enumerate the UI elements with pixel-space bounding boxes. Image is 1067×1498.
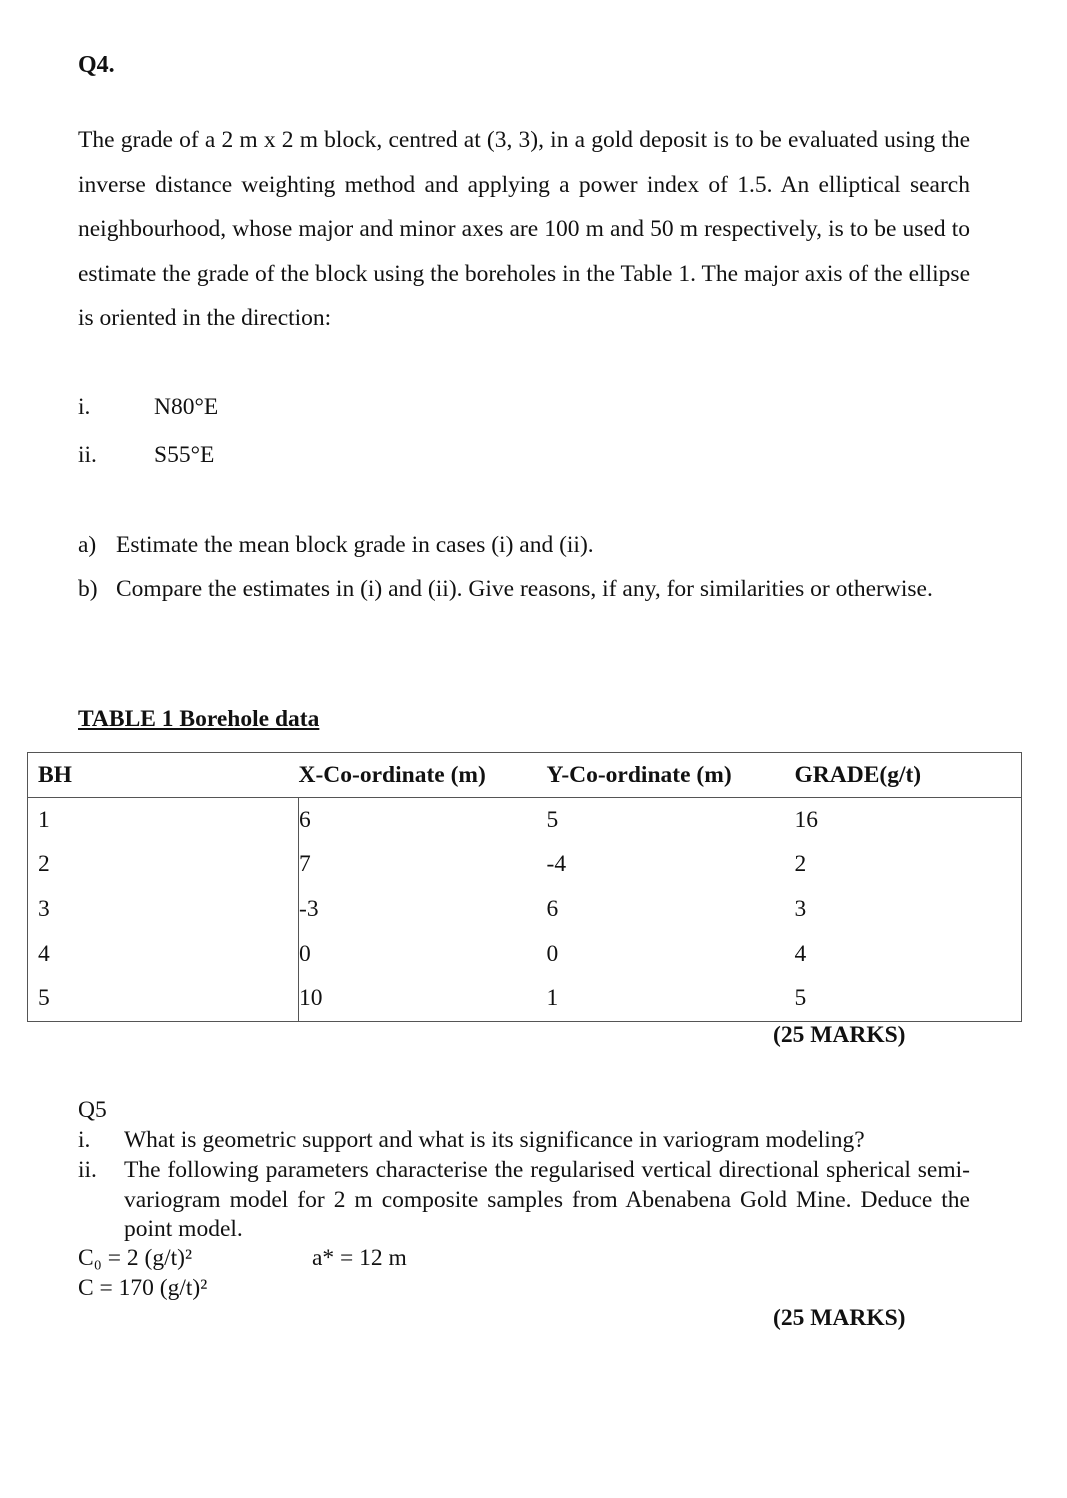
direction-number: ii.	[78, 442, 97, 468]
q5-item-1	[78, 1126, 970, 1156]
cell-y: -4	[546, 851, 567, 878]
direction-item-1	[78, 394, 378, 424]
table-title: TABLE 1 Borehole data	[78, 706, 320, 732]
cell-y: 1	[546, 985, 559, 1012]
question-letter: a)	[78, 532, 97, 558]
cell-x: -3	[299, 895, 319, 922]
cell-x: 7	[299, 851, 311, 878]
table-row	[28, 843, 1022, 888]
table-row	[28, 976, 1022, 1021]
header-grade: GRADE(g/t)	[795, 753, 1022, 798]
cell-bh: 3	[28, 887, 299, 932]
question-4-marks: (25 MARKS)	[773, 1022, 906, 1048]
question-text: Estimate the mean block grade in cases (i) and (ii).	[116, 532, 594, 558]
param-a: a* = 12 m	[312, 1245, 407, 1271]
question-text: Compare the estimates in (i) and (ii). Give reasons, if any, for similarities or otherwise.	[116, 576, 933, 602]
cell-y: 6	[546, 895, 559, 922]
cell-grade: 3	[794, 895, 807, 922]
cell-x: 10	[299, 985, 323, 1012]
question-item-b	[78, 567, 970, 657]
direction-item-2	[78, 442, 378, 472]
cell-grade: 4	[794, 940, 807, 967]
borehole-table	[27, 752, 1022, 1022]
cell-y: 5	[546, 806, 559, 833]
question-5-title: Q5	[78, 1097, 107, 1123]
q5-item-number: ii.	[78, 1157, 97, 1183]
header-bh: BH	[28, 753, 299, 798]
cell-bh: 2	[28, 843, 299, 888]
cell-bh: 4	[28, 932, 299, 977]
question-item-a	[78, 523, 970, 568]
param-c: C = 170 (g/t)²	[78, 1275, 208, 1301]
cell-bh: 5	[28, 976, 299, 1021]
table-row	[28, 887, 1022, 932]
q5-item-text: What is geometric support and what is its significance in variogram modeling?	[124, 1127, 865, 1153]
direction-number: i.	[78, 394, 91, 420]
cell-grade: 5	[794, 985, 807, 1012]
table-header-row	[28, 753, 1022, 798]
cell-grade: 2	[794, 851, 807, 878]
header-y: Y-Co-ordinate (m)	[547, 753, 795, 798]
q5-item-number: i.	[78, 1127, 91, 1153]
param-c0: C₀ = 2 (g/t)²	[78, 1245, 193, 1271]
direction-value: S55°E	[154, 442, 215, 468]
direction-value: N80°E	[154, 394, 219, 420]
cell-x: 0	[299, 940, 311, 967]
header-x: X-Co-ordinate (m)	[299, 753, 547, 798]
cell-bh: 1	[28, 798, 299, 843]
question-4-title: Q4.	[78, 52, 115, 78]
question-4-paragraph: The grade of a 2 m x 2 m block, centred at (3, 3), in a gold deposit is to be evaluated using the inverse distance weighting method and applying a power index of 1.5. An elliptical search neighbourhood, whose major and minor axes are 100 m and 50 m respectively, is to be used to estimate the grade of the block using the boreholes in the Table 1. The major axis of the ellipse is oriented in the direction:	[78, 127, 970, 331]
cell-y: 0	[546, 940, 559, 967]
q5-item-2	[78, 1156, 970, 1246]
question-5-marks: (25 MARKS)	[773, 1305, 906, 1331]
table-row	[28, 798, 1022, 843]
cell-grade: 16	[794, 806, 818, 833]
cell-x: 6	[299, 806, 311, 833]
question-letter: b)	[78, 576, 98, 602]
table-row	[28, 932, 1022, 977]
q5-item-text: The following parameters characterise the regularised vertical directional spherical semi-variogram model for 2 m composite samples from Abenabena Gold Mine. Deduce the point model.	[124, 1157, 970, 1242]
